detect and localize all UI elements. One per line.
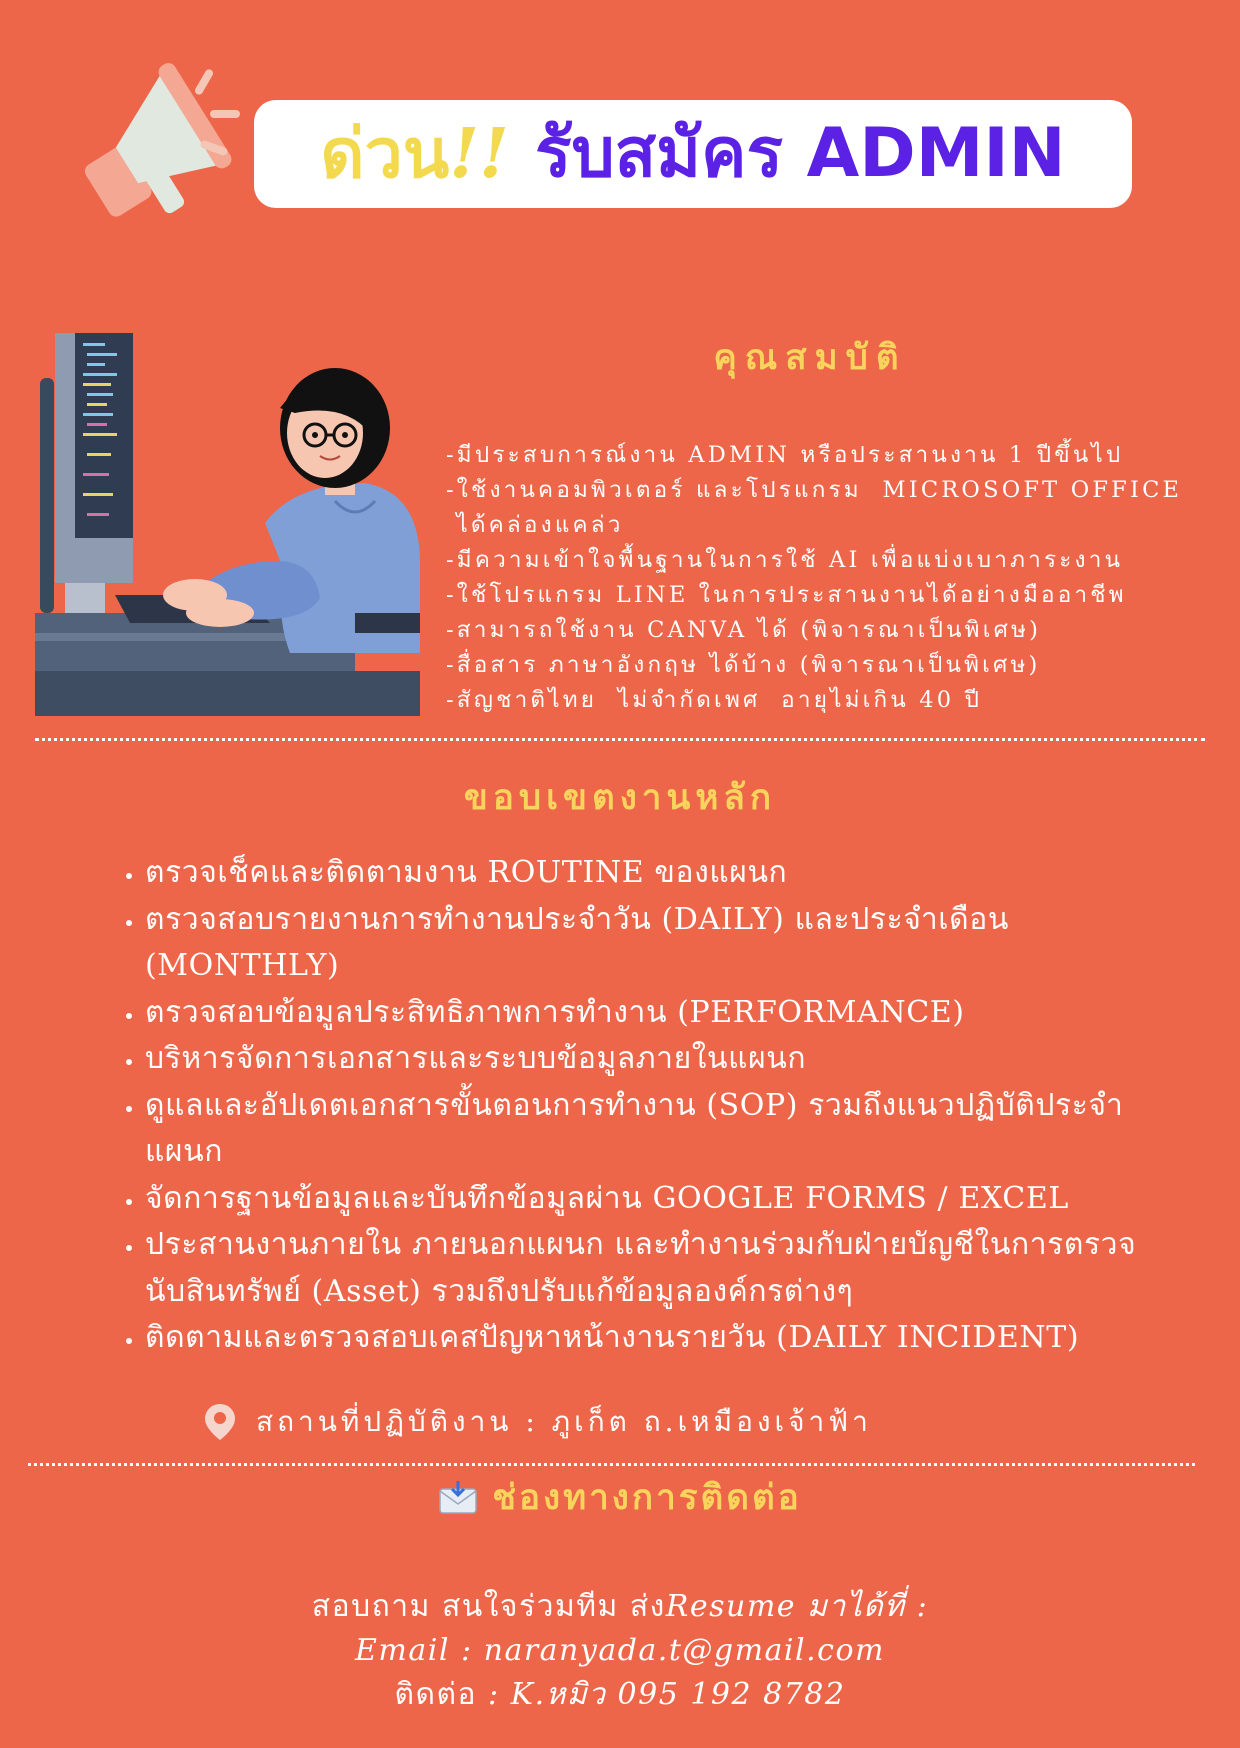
contact-intro-text: สอบถาม สนใจร่วมทีม ส่ง [311, 1589, 666, 1624]
section-divider [28, 1463, 1195, 1466]
qualification-item: ได้คล่องแคล่ว [446, 512, 624, 538]
duty-item: • ตรวจสอบรายงานการทำงานประจำวัน (DAILY) และประจำเดือน (MONTHLY) [145, 897, 1165, 990]
duty-item: • ดูแลและอัปเดตเอกสารขั้นตอนการทำงาน (SOP) รวมถึงแนวปฏิบัติประจำแผนก [145, 1083, 1165, 1176]
qualification-item: -สามารถใช้งาน CANVA ได้ (พิจารณาเป็นพิเศษ) [446, 617, 1042, 643]
title-urgent [320, 113, 509, 194]
contact-details [120, 1585, 1120, 1717]
qualifications-heading: คุณสมบัติ [713, 338, 907, 378]
contact-phone-label: ติดต่อ [394, 1677, 489, 1712]
work-location [202, 1400, 872, 1444]
duty-item: • ตรวจเช็คและติดตามงาน ROUTINE ของแผนก [145, 850, 1165, 897]
duty-item: • ติดตามและตรวจสอบเคสปัญหาหน้างานรายวัน (DAILY INCIDENT) [145, 1315, 1165, 1362]
qualification-item: -สื่อสาร ภาษาอังกฤษ ได้บ้าง (พิจารณาเป็นพิเศษ) [446, 652, 1041, 678]
megaphone-icon [50, 62, 240, 222]
contact-heading [400, 1473, 840, 1521]
section-divider [35, 738, 1205, 741]
qualifications-list [446, 438, 1216, 718]
qualification-item: -มีประสบการณ์งาน ADMIN หรือประสานงาน 1 ปีขึ้นไป [446, 442, 1124, 468]
title-urgent-bang: !! [449, 113, 509, 194]
duty-item: • ประสานงานภายใน ภายนอกแผนก และทำงานร่วมกับฝ่ายบัญชีในการตรวจนับสินทรัพย์ (Asset) รวมถึงปรับแก้ข้อมูลองค์กรต่างๆ [145, 1222, 1165, 1315]
contact-title: ช่องทางการติดต่อ [492, 1477, 802, 1518]
contact-intro-suffix: มาได้ที่ : [796, 1589, 929, 1624]
contact-phone [120, 1673, 1120, 1717]
contact-line-intro [120, 1585, 1120, 1629]
qualification-item: -สัญชาติไทย ไม่จำกัดเพศ อายุไม่เกิน 40 ปี [446, 687, 983, 713]
qualification-item: -ใช้โปรแกรม LINE ในการประสานงานได้อย่างมืออาชีพ [446, 582, 1127, 608]
duties-list [100, 850, 1165, 1362]
title-urgent-word: ด่วน [320, 114, 450, 194]
duty-item: • จัดการฐานข้อมูลและบันทึกข้อมูลผ่าน GOOGLE FORMS / EXCEL [145, 1176, 1165, 1223]
duty-item: • บริหารจัดการเอกสารและระบบข้อมูลภายในแผนก [145, 1036, 1165, 1083]
location-text: สถานที่ปฏิบัติงาน : ภูเก็ต ถ.เหมืองเจ้าฟ้า [256, 1405, 872, 1438]
duties-heading: ขอบเขตงานหลัก [463, 778, 777, 818]
title-banner [254, 100, 1132, 208]
qualification-item: -มีความเข้าใจพื้นฐานในการใช้ AI เพื่อแบ่งเบาภาระงาน [446, 547, 1124, 573]
contact-resume-word: Resume [665, 1589, 797, 1624]
contact-phone-number: : K.หมิว 095 192 8782 [488, 1677, 846, 1712]
duty-item: • ตรวจสอบข้อมูลประสิทธิภาพการทำงาน (PERFORMANCE) [145, 990, 1165, 1037]
contact-email: Email : naranyada.t@gmail.com [355, 1633, 885, 1668]
qualification-item: -ใช้งานคอมพิวเตอร์ และโปรแกรม MICROSOFT OFFICE [446, 477, 1183, 503]
page-title: รับสมัคร ADMIN [534, 114, 1066, 193]
office-worker-illustration [35, 333, 420, 716]
location-pin-icon [202, 1402, 238, 1442]
envelope-icon [438, 1479, 478, 1515]
